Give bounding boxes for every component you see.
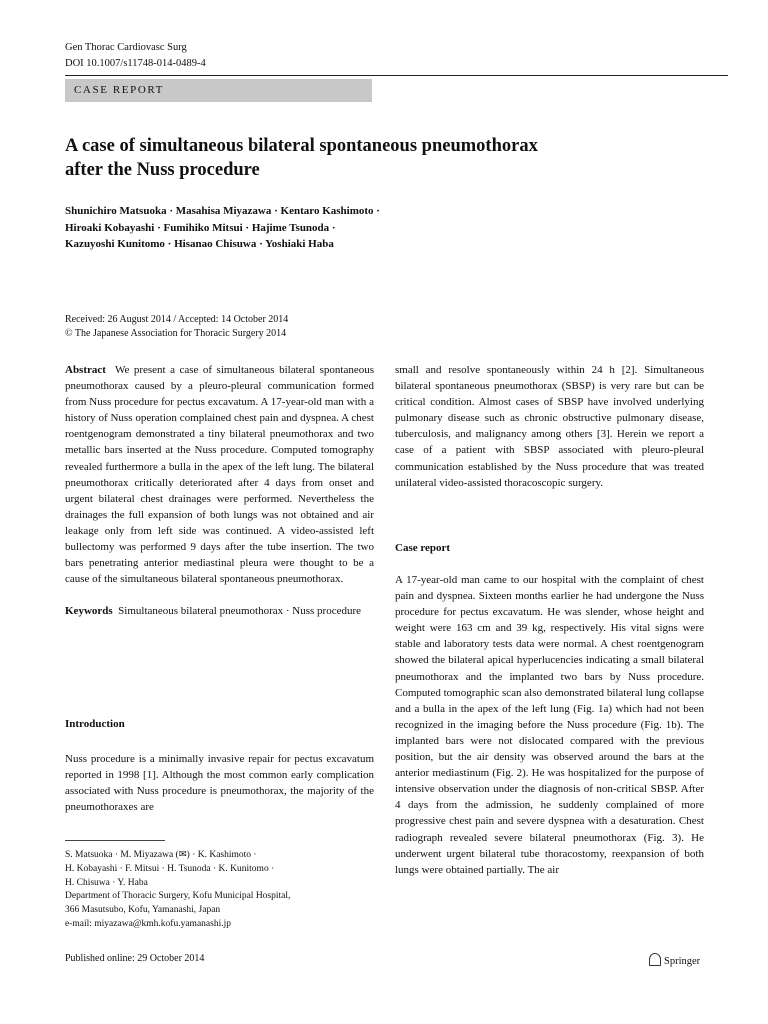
publisher-logo [649,953,700,967]
article-title: A case of simultaneous bilateral spontaneous pneumothorax after the Nuss procedure [65,136,538,180]
introduction-text: Nuss procedure is a minimally invasive repair for pectus excavatum reported in 1998 [1]. Although the most common early complication associated with Nuss procedure is pneumothorax, the majority of the pneumothoraxes are [65,753,374,814]
case-report-text: A 17-year-old man came to our hospital with the complaint of chest pain and dyspnea. Sixteen months earlier he had undergone the Nuss procedure for pectus excavatum. He was slender, whose height and weight were 163 cm and 39 kg, respectively. His vital signs were stable and laboratory tests data were normal. A chest roentgenogram showed the bilateral apical hyperlucencies indicating a small bilateral pneumothorax and the implanted two bars by Nuss procedure. Computed tomographic scan also demonstrated bilateral lung collapse and a bulla in the apex of the left lung (Fig. 1a) which had not been recognized in the imaging before the Nuss procedure (Fig. 1b). The implanted bars were not dislocated compared with the previous position, but the air density was observed around the bars at the anterior mediastinum (Fig. 2). He was hospitalized for the purpose of intensive observation under the diagnosis of non-critical SBSP. After 4 days from the admission, he suddenly complained of more progressive chest pain and severe dyspnea with a desaturation. Chest radiograph revealed severe bilateral pneumothorax (Fig. 3). He underwent urgent bilateral tube thoracostomy, reexpansion of both lungs were obtained partially. The air [395,574,704,876]
published-date: Published online: 29 October 2014 [65,953,205,964]
article-type-badge: CASE REPORT [65,79,372,102]
publisher-name: Springer [664,956,701,967]
received-info [65,313,288,341]
header-rule [65,75,728,76]
springer-horse-icon [649,953,661,966]
journal-name: Gen Thorac Cardiovasc Surg [65,42,187,53]
keywords-text: Simultaneous bilateral pneumothorax · Nuss procedure [118,605,362,618]
doi[interactable]: DOI 10.1007/s11748-014-0489-4 [65,58,206,69]
case-report-heading: Case report [395,542,451,554]
affiliation: S. Matsuoka · M. Miyazawa (✉) · K. Kashimoto · H. Kobayashi · F. Mitsui · H. Tsunoda · K. Kunitomo · H. Chisuwa · Y. Haba Department of Thoracic Surgery, Kofu Municipal Hospital, 366 Masutsubo, Kofu, Yamanashi, Japan e-mail: miyazawa@kmh.kofu.yamanashi.jp [65,849,385,932]
received-dates: Received: 26 August 2014 / Accepted: 14 October 2014 [65,314,289,325]
introduction-continued: small and resolve spontaneously within 24 h [2]. Simultaneous bilateral spontaneous pneumothorax (SBSP) is very rare but can be critical condition. Almost cases of SBSP have involved underlying pulmonary disease such as chronic obstructive pulmonary disease, tuberculosis, and malignancy among others [3]. Herein we report a case of a patient with SBSP associated with pleuro-pleural communication established by the Nuss procedure that was treated unilateral video-assisted thoracoscopic surgery. [395,364,704,489]
copyright: © The Japanese Association for Thoracic Surgery 2014 [65,328,287,339]
abstract-text: We present a case of simultaneous bilateral spontaneous pneumothorax caused by a pleuro-pleural communication formed from Nuss procedure for pectus excavatum. A 17-year-old man with a history of Nuss operation complained chest pain and dyspnea. A chest roentgenogram demonstrated a tiny bilateral pneumothorax and two metallic bars inserted at the Nuss procedure. Computed tomography revealed furthermore a bulla in the apex of the left lung. The bilateral pneumothorax critically deteriorated after 4 days from onset and urgent bilateral chest drainages were performed. Nevertheless the drainages the full expansion of both lungs was not obtained and air leakage only from left side was continued. A video-assisted left bullectomy was performed 9 days after the tube insertion. The two bars penetrating anterior mediastinal pleura were thought to be a cause of the simultaneous bilateral spontaneous pneumothorax. [65,364,375,586]
abstract-label: Abstract [65,364,106,376]
author-list: Shunichiro Matsuoka · Masahisa Miyazawa · Kentaro Kashimoto · Hiroaki Kobayashi · Fumihiko Mitsui · Hajime Tsunoda · Kazuyoshi Kunitomo · Hisanao Chisuwa · Yoshiaki Haba [65,205,380,251]
footnote-rule [65,840,165,841]
keywords-label: Keywords [65,605,113,618]
journal-header [65,40,206,72]
abstract [65,362,374,619]
email-link[interactable]: e-mail: miyazawa@kmh.kofu.yamanashi.jp [65,918,231,929]
introduction-heading: Introduction [65,718,125,730]
